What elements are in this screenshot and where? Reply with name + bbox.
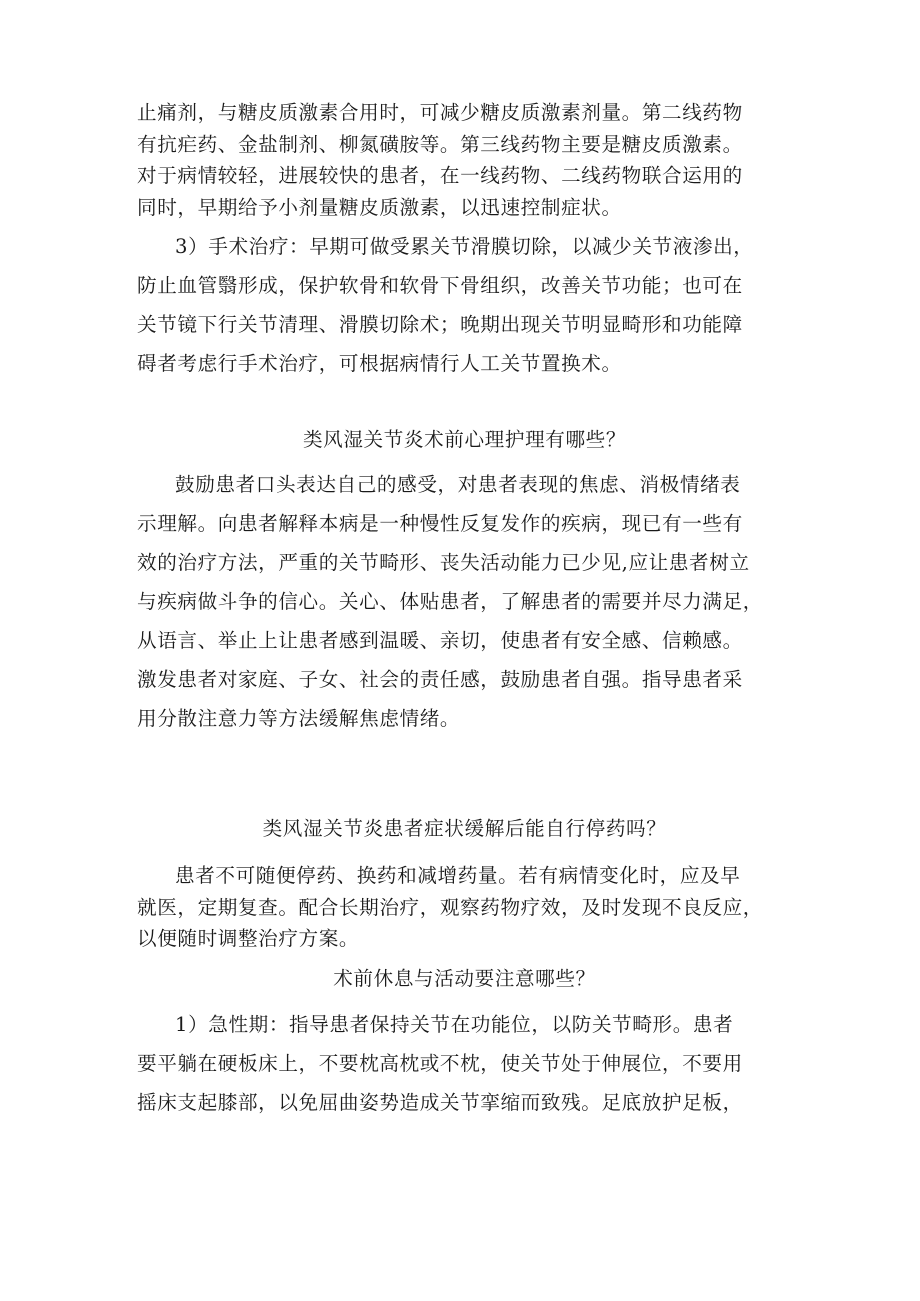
paragraph-stop-medication	[137, 860, 792, 955]
heading-psych-care: 类风湿关节炎术前心理护理有哪些？	[302, 428, 627, 451]
text-line: 激发患者对家庭、子女、社会的责任感，鼓励患者自强。指导患者采	[137, 668, 743, 691]
text-line: 与疾病做斗争的信心。关心、体贴患者，了解患者的需要并尽力满足，	[137, 590, 764, 613]
paragraph-surgery	[137, 227, 792, 383]
text-line: 鼓励患者口头表达自己的感受，对患者表现的焦虑、消极情绪表	[175, 473, 741, 496]
heading-stop-medication: 类风湿关节炎患者症状缓解后能自行停药吗？	[262, 817, 667, 840]
text-line: 1）急性期：指导患者保持关节在功能位，以防关节畸形。患者	[175, 1013, 734, 1036]
text-line: 有抗疟药、金盐制剂、柳氮磺胺等。第三线药物主要是糖皮质激素。	[137, 132, 743, 156]
text-line: 防止血管翳形成，保护软骨和软骨下骨组织，改善关节功能；也可在	[137, 274, 743, 297]
text-line: 摇床支起膝部，以免屈曲姿势造成关节挛缩而致残。足底放护足板，	[137, 1091, 743, 1114]
text-line: 对于病情较轻，进展较快的患者，在一线药物、二线药物联合运用的	[137, 164, 743, 187]
text-line: 从语言、举止上让患者感到温暖、亲切，使患者有安全感、信赖感。	[137, 629, 743, 652]
heading-rest-activity: 术前休息与活动要注意哪些？	[333, 967, 596, 990]
paragraph-psych-care	[137, 465, 792, 738]
text-line: 患者不可随便停药、换药和减增药量。若有病情变化时，应及早	[175, 864, 741, 887]
text-line: 示理解。向患者解释本病是一种慢性反复发作的疾病，现已有一些有	[137, 512, 743, 535]
text-line: 要平躺在硬板床上，不要枕高枕或不枕，使关节处于伸展位，不要用	[137, 1052, 743, 1075]
paragraph-drug-lines	[137, 97, 792, 223]
text-line: 效的治疗方法，严重的关节畸形、丧失活动能力已少见,应让患者树立	[137, 551, 750, 574]
text-line: 3）手术治疗：早期可做受累关节滑膜切除，以减少关节液渗出，	[175, 235, 754, 258]
text-line: 就医，定期复查。配合长期治疗，观察药物疗效，及时发现不良反应，	[137, 895, 764, 919]
text-line: 同时，早期给予小剂量糖皮质激素，以迅速控制症状。	[137, 195, 622, 219]
text-line: 以便随时调整治疗方案。	[137, 927, 360, 950]
text-line: 关节镜下行关节清理、滑膜切除术；晚期出现关节明显畸形和功能障	[137, 313, 743, 336]
text-line: 用分散注意力等方法缓解焦虑情绪。	[137, 707, 461, 730]
text-line: 碍者考虑行手术治疗，可根据病情行人工关节置换术。	[137, 352, 622, 375]
text-line: 止痛剂，与糖皮质激素合用时，可减少糖皮质激素剂量。第二线药物	[137, 101, 743, 124]
paragraph-rest-activity	[137, 1005, 792, 1122]
